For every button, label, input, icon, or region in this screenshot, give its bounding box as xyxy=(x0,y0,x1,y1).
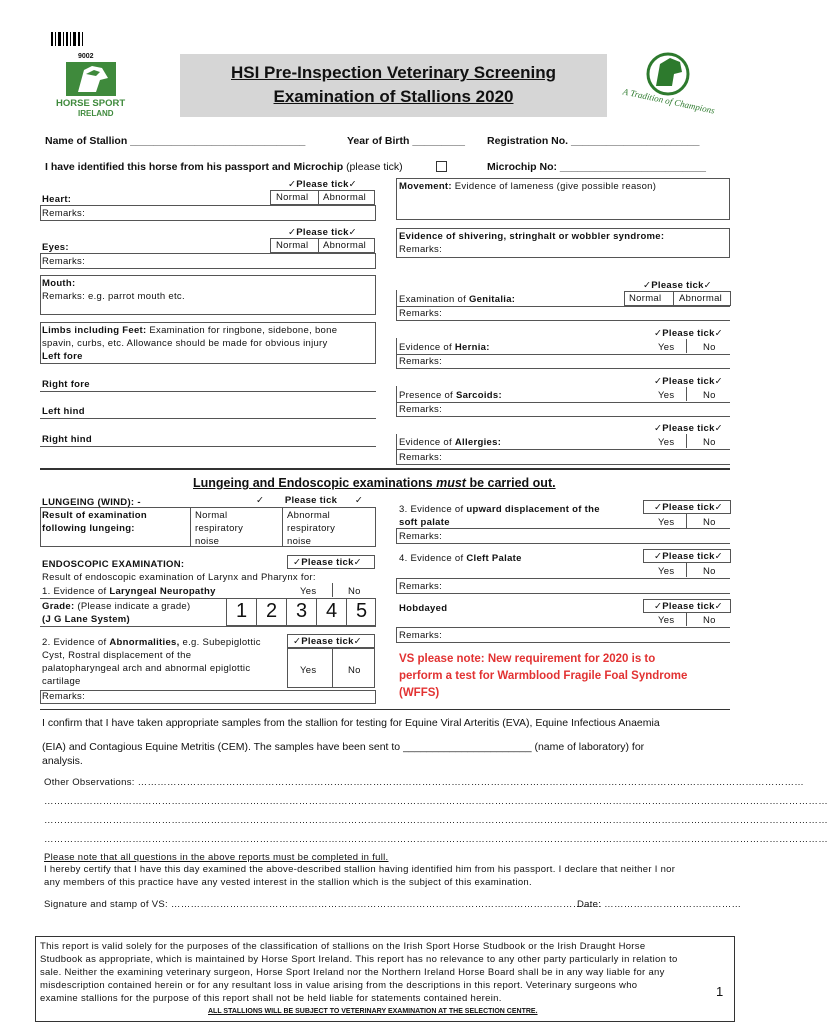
grade-2[interactable]: 2 xyxy=(266,600,278,622)
grade-bold: Grade: xyxy=(42,601,75,612)
movement-text[interactable] xyxy=(399,180,656,193)
hobday-label: Hobdayed xyxy=(399,603,448,614)
laryngeal-label xyxy=(42,585,216,598)
abnormalities-yes[interactable]: Yes xyxy=(300,665,317,676)
hernia-label xyxy=(399,341,490,354)
result-line-2: following lungeing: xyxy=(42,523,135,534)
microchip-field[interactable]: Microchip No: _________________________ xyxy=(487,161,706,173)
form-number: 9002 xyxy=(78,53,94,60)
hobday-remarks[interactable]: Remarks: xyxy=(399,630,443,641)
disclaimer-line-2: Studbook as appropriate, which is maintained by Horse Sport Ireland. This report has no relevance to any other party particularly in relation to xyxy=(40,954,678,965)
allergies-label xyxy=(399,436,501,449)
sarcoids-bold: Sarcoids: xyxy=(455,390,502,401)
normal-line-3: noise xyxy=(195,536,220,547)
grade-3[interactable]: 3 xyxy=(296,600,308,622)
lungeing-tick-header: ✓ Please tick ✓ xyxy=(256,495,364,506)
confirmation-line-3: analysis. xyxy=(42,755,83,767)
genitalia-tick-header: ✓Please tick✓ xyxy=(643,280,712,291)
heart-abnormal[interactable]: Abnormal xyxy=(323,192,367,203)
hobday-yes[interactable]: Yes xyxy=(658,615,675,626)
stallion-name-field[interactable]: Name of Stallion ______________________________ xyxy=(45,135,306,147)
item2-bold: Abnormalities, xyxy=(109,637,180,648)
sarcoids-tick-header: ✓Please tick✓ xyxy=(654,376,723,387)
normal-line-2: respiratory xyxy=(195,523,244,534)
grade-5[interactable]: 5 xyxy=(356,600,368,622)
cleft-palate-remarks[interactable]: Remarks: xyxy=(399,581,443,592)
eyes-tick-header: ✓Please tick✓ xyxy=(288,227,357,238)
sarcoids-no[interactable]: No xyxy=(703,390,716,401)
passport-statement xyxy=(45,160,403,174)
heart-normal[interactable]: Normal xyxy=(276,192,309,203)
date-field[interactable]: Date: …………………………………… xyxy=(577,899,742,910)
eyes-row xyxy=(40,253,376,269)
grade-label xyxy=(42,600,190,626)
genitalia-normal[interactable]: Normal xyxy=(629,293,662,304)
soft-palate-label xyxy=(399,503,600,529)
barcode-icon xyxy=(46,30,92,48)
right-hind-label[interactable]: Right hind xyxy=(42,434,92,445)
cleft-palate-no[interactable]: No xyxy=(703,566,716,577)
hernia-no[interactable]: No xyxy=(703,342,716,353)
heart-label: Heart: xyxy=(42,194,72,205)
hernia-yes[interactable]: Yes xyxy=(658,342,675,353)
item2-text-3: palatopharyngeal arch and abnormal epiglottic xyxy=(42,663,251,674)
title-box xyxy=(180,54,607,117)
lungeing-heading: LUNGEING (WIND): - xyxy=(42,497,141,508)
certification-text xyxy=(44,863,734,889)
sarcoids-label xyxy=(399,389,502,402)
registration-field[interactable]: Registration No. ______________________ xyxy=(487,135,700,147)
abnormal-line-2: respiratory xyxy=(287,523,336,534)
grade-4[interactable]: 4 xyxy=(326,600,338,622)
normal-line-1: Normal xyxy=(195,510,228,521)
soft-palate-yes[interactable]: Yes xyxy=(658,517,675,528)
certify-line-1: I hereby certify that I have this day examined the above-described stallion having identified him from his passport. I declare that neither I nor xyxy=(44,864,676,875)
allergies-remarks[interactable]: Remarks: xyxy=(399,452,443,463)
cleft-palate-yes[interactable]: Yes xyxy=(658,566,675,577)
heart-remarks[interactable]: Remarks: xyxy=(42,208,86,219)
limbs-text-1: Examination for ringbone, sidebone, bone xyxy=(146,325,338,336)
soft-palate-remarks[interactable]: Remarks: xyxy=(399,531,443,542)
section-title-post: be carried out. xyxy=(465,476,556,490)
movement-label: Movement: xyxy=(399,181,452,192)
eyes-label: Eyes: xyxy=(42,242,69,253)
genitalia-label xyxy=(399,293,515,306)
hsi-logo xyxy=(54,62,134,122)
endoscopic-tick-header: ✓Please tick✓ xyxy=(293,557,362,568)
selection-centre-note: ALL STALLIONS WILL BE SUBJECT TO VETERINARY EXAMINATION AT THE SELECTION CENTRE. xyxy=(208,1008,538,1015)
disclaimer-line-5: examine stallions for the purpose of this report shall not be held liable for statements contained herein. xyxy=(40,993,502,1004)
section-title-pre: Lungeing and Endoscopic examinations xyxy=(193,476,437,490)
wffs-note-line-3: (WFFS) xyxy=(399,687,440,699)
champions-logo xyxy=(616,50,726,122)
endoscopic-heading: ENDOSCOPIC EXAMINATION: xyxy=(42,559,185,570)
item4-bold: Cleft Palate xyxy=(466,553,522,564)
cleft-palate-label xyxy=(399,552,522,565)
section-divider xyxy=(40,468,730,470)
hernia-tick-header: ✓Please tick✓ xyxy=(654,328,723,339)
laryngeal-yes[interactable]: Yes xyxy=(300,586,317,597)
limbs-label: Limbs including Feet: xyxy=(42,325,147,336)
wffs-note xyxy=(399,651,687,702)
abnormal-line-1: Abnormal xyxy=(287,510,331,521)
eyes-normal[interactable]: Normal xyxy=(276,240,309,251)
passport-statement-bold: I have identified this horse from his passport and Microchip xyxy=(45,161,344,173)
item2-text-1: e.g. Subepiglottic xyxy=(179,637,261,648)
sarcoids-yes[interactable]: Yes xyxy=(658,390,675,401)
page-title-line1: HSI Pre-Inspection Veterinary Screening xyxy=(230,63,556,82)
eyes-abnormal[interactable]: Abnormal xyxy=(323,240,367,251)
hobday-no[interactable]: No xyxy=(703,615,716,626)
item3-bold-1: upward displacement of the xyxy=(466,504,600,515)
confirmation-text xyxy=(42,716,732,768)
genitalia-abnormal[interactable]: Abnormal xyxy=(679,293,723,304)
lungeing-abnormal[interactable] xyxy=(287,509,335,548)
item2-pre: 2. Evidence of xyxy=(42,637,110,648)
abnormal-line-3: noise xyxy=(287,536,312,547)
completion-note: Please note that all questions in the above reports must be completed in full. xyxy=(44,852,389,863)
shivering-remarks[interactable]: Remarks: xyxy=(399,244,443,255)
item3-pre: 3. Evidence of xyxy=(399,504,467,515)
confirmation-line-1: I confirm that I have taken appropriate samples from the stallion for testing for Equine Viral Arteritis (EVA), Equine Infectious Anaemia xyxy=(42,717,660,729)
left-hind-label[interactable]: Left hind xyxy=(42,406,85,417)
other-observations-field[interactable]: Other Observations: …………………………………………………………………………………………………………………………………………………………………………………… xyxy=(44,777,805,788)
lungeing-section-title xyxy=(193,476,556,490)
allergies-bold: Allergies: xyxy=(454,437,502,448)
observations-line-2[interactable]: …………………………………………………………………………………………………………………………………………………………………………………………………………………… xyxy=(44,796,828,807)
item4-pre: 4. Evidence of xyxy=(399,553,467,564)
laryngeal-no[interactable]: No xyxy=(348,586,361,597)
soft-palate-tick-header: ✓Please tick✓ xyxy=(654,502,723,513)
abnormalities-remarks-row xyxy=(40,690,376,704)
allergies-pre: Evidence of xyxy=(399,437,455,448)
horse-head-logo-icon xyxy=(66,62,116,96)
abnormalities-label xyxy=(42,636,261,688)
passport-tick-label: (please tick) xyxy=(346,161,403,173)
disclaimer-text xyxy=(40,940,730,1005)
allergies-yes[interactable]: Yes xyxy=(658,437,675,448)
wffs-note-line-2: perform a test for Warmblood Fragile Foal Syndrome xyxy=(399,670,688,682)
limbs-text-2: spavin, curbs, etc. Allowance should be made for obvious injury xyxy=(42,338,328,349)
observations-line-3[interactable]: …………………………………………………………………………………………………………………………………………………………………………………………………………………… xyxy=(44,815,828,826)
abnormalities-remarks[interactable]: Remarks: xyxy=(42,691,86,702)
year-of-birth-field[interactable]: Year of Birth _________ xyxy=(347,135,465,147)
abnormalities-tick-header: ✓Please tick✓ xyxy=(293,636,362,647)
abnormalities-no[interactable]: No xyxy=(348,665,361,676)
limbs-description xyxy=(42,324,337,363)
mouth-label: Mouth: xyxy=(42,278,76,289)
soft-palate-no[interactable]: No xyxy=(703,517,716,528)
allergies-tick-header: ✓Please tick✓ xyxy=(654,423,723,434)
disclaimer-line-3: sale. Neither the examining veterinary surgeon, Horse Sport Ireland nor the Northern Ireland Horse Board shall be in any way liable for any xyxy=(40,967,665,978)
item3-bold-2: soft palate xyxy=(399,517,450,528)
lungeing-result-label xyxy=(42,509,147,535)
page-title-line2: Examination of Stallions 2020 xyxy=(273,87,514,106)
endoscopic-result-text: Result of endoscopic examination of Larynx and Pharynx for: xyxy=(42,572,316,583)
genitalia-remarks[interactable]: Remarks: xyxy=(399,308,443,319)
disclaimer-line-1: This report is valid solely for the purposes of the classification of stallions on the Irish Sport Horse Studbook or the Irish Draught Horse xyxy=(40,941,646,952)
tagline: A Tradition of Champions xyxy=(621,86,716,116)
certify-line-2: any members of this practice have any vested interest in the stallion which is the subject of this examination. xyxy=(44,877,532,888)
barcode xyxy=(46,30,92,48)
hernia-pre: Evidence of xyxy=(399,342,455,353)
page-number: 1 xyxy=(716,984,724,999)
grade-1[interactable]: 1 xyxy=(236,600,248,622)
item2-text-4: cartilage xyxy=(42,676,81,687)
left-fore-label[interactable]: Left fore xyxy=(42,351,83,362)
sarcoids-remarks[interactable]: Remarks: xyxy=(399,404,443,415)
movement-desc: Evidence of lameness (give possible reason) xyxy=(451,181,657,192)
item1-bold: Laryngeal Neuropathy xyxy=(109,586,216,597)
right-fore-label[interactable]: Right fore xyxy=(42,379,90,390)
section-title-must: must xyxy=(436,476,466,490)
heart-row xyxy=(40,205,376,221)
grade-text: (Please indicate a grade) xyxy=(74,601,191,612)
hobday-tick-header: ✓Please tick✓ xyxy=(654,601,723,612)
grade-system: (J G Lane System) xyxy=(42,614,130,625)
result-line-1: Result of examination xyxy=(42,510,148,521)
hernia-bold: Hernia: xyxy=(454,342,490,353)
eyes-remarks[interactable]: Remarks: xyxy=(42,256,86,267)
disclaimer-line-4: misdescription contained herein or for any resultant loss in value arising from the descriptions in this report. Veterinary surgeons who xyxy=(40,980,638,991)
item2-text-2: Cyst, Rostral displacement of the xyxy=(42,650,192,661)
observations-line-4[interactable]: …………………………………………………………………………………………………………………………………………………………………………………………………………………… xyxy=(44,834,828,845)
signature-field[interactable]: Signature and stamp of VS: …………………………………………………………………………………………………………………… xyxy=(44,899,603,910)
logo-text-2: IRELAND xyxy=(78,109,114,118)
sarcoids-pre: Presence of xyxy=(399,390,456,401)
confirmation-line-2[interactable]: (EIA) and Contagious Equine Metritis (CEM). The samples have been sent to ______________________ (name of laboratory) for xyxy=(42,741,645,753)
genitalia-pre: Examination of xyxy=(399,294,469,305)
wffs-note-line-1: VS please note: New requirement for 2020 is to xyxy=(399,653,656,665)
logo-text-1: HORSE SPORT xyxy=(56,98,126,109)
lungeing-normal[interactable] xyxy=(195,509,243,548)
item1-pre: 1. Evidence of xyxy=(42,586,110,597)
cleft-palate-tick-header: ✓Please tick✓ xyxy=(654,551,723,562)
heart-tick-header: ✓Please tick✓ xyxy=(288,179,357,190)
passport-checkbox[interactable] xyxy=(436,161,447,172)
shivering-label: Evidence of shivering, stringhalt or wobbler syndrome: xyxy=(399,231,665,242)
mouth-remarks[interactable]: Remarks: e.g. parrot mouth etc. xyxy=(42,291,185,302)
hernia-remarks[interactable]: Remarks: xyxy=(399,356,443,367)
genitalia-bold: Genitalia: xyxy=(468,294,516,305)
allergies-no[interactable]: No xyxy=(703,437,716,448)
